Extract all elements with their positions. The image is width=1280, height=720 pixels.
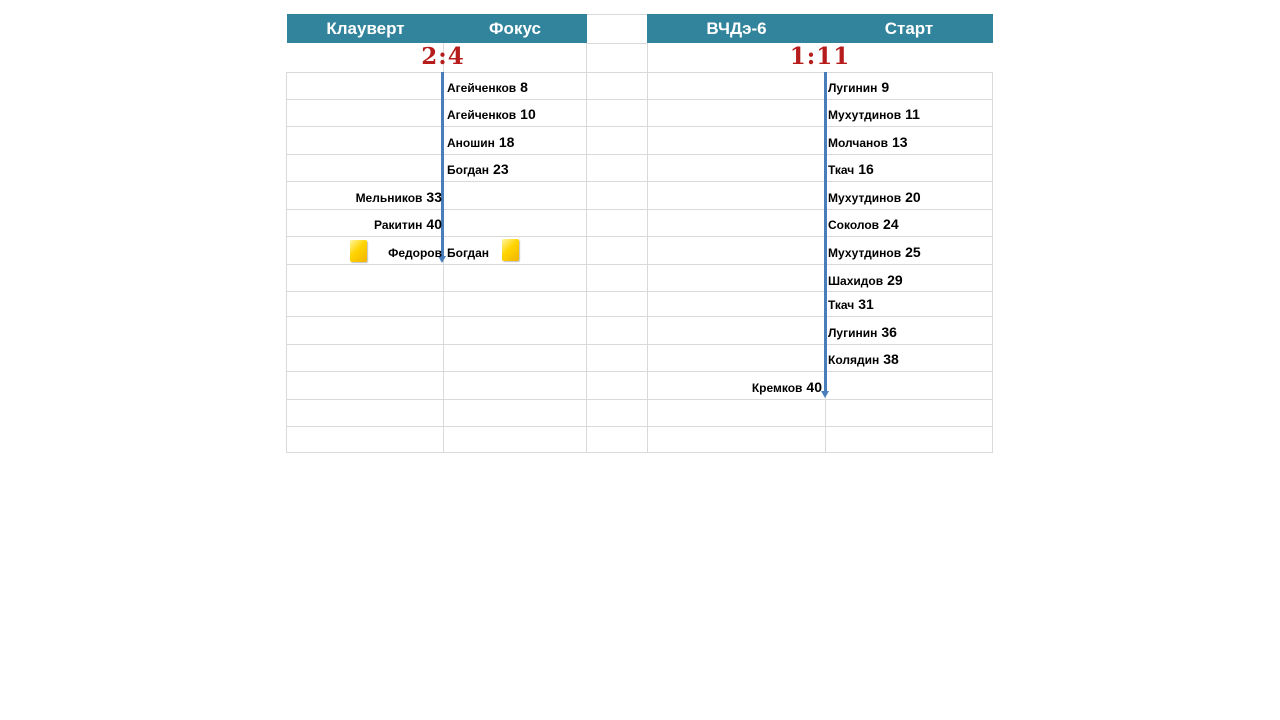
scorer-name: Соколов (828, 218, 880, 232)
scorer-name: Мухутдинов (828, 191, 902, 205)
goal-minute: 31 (858, 296, 874, 312)
goal-minute: 18 (498, 134, 515, 150)
scorer-name: Агейченков (447, 108, 517, 122)
player-name: Федоров (388, 246, 442, 260)
match1-away-event (447, 131, 514, 153)
grid-hline (286, 344, 993, 345)
scorer-name: Агейченков (447, 81, 517, 95)
grid-hline (286, 154, 993, 155)
grid-vline (647, 14, 648, 453)
match1-home-event (388, 242, 442, 264)
scorer-name: Колядин (828, 353, 880, 367)
goal-minute: 10 (520, 106, 536, 122)
yellow-card-icon (502, 239, 519, 261)
grid-hline (286, 181, 993, 182)
match1-home-event (356, 186, 442, 208)
match1-home-team: Клауверт (326, 19, 405, 38)
grid-hline (586, 14, 647, 15)
goal-minute: 33 (426, 189, 442, 205)
scorer-name: Лугинин (828, 326, 878, 340)
match2-away-event (828, 213, 899, 235)
match1-header-away (443, 14, 587, 43)
grid-hline (286, 399, 993, 400)
match1-away-event (447, 158, 509, 180)
player-name: Богдан (447, 246, 490, 260)
goal-minute: 8 (520, 79, 528, 95)
yellow-card-icon (350, 240, 367, 262)
grid-hline (286, 371, 993, 372)
match2-away-event (828, 293, 874, 315)
goal-minute: 24 (883, 216, 899, 232)
goal-minute: 38 (883, 351, 899, 367)
match2-home-team: ВЧДэ-6 (706, 19, 767, 38)
grid-hline (286, 236, 993, 237)
goal-minute: 40 (426, 216, 442, 232)
match2-home-event (752, 376, 822, 398)
goal-minute: 9 (881, 79, 890, 95)
goal-minute: 40 (806, 379, 822, 395)
match2-timeline-arrow-icon (821, 391, 829, 398)
grid-hline (286, 72, 993, 73)
scorer-name: Шахидов (828, 274, 884, 288)
scorer-name: Богдан (447, 163, 490, 177)
match2-away-event (828, 131, 908, 153)
match1-home-event (374, 213, 442, 235)
scorer-name: Аношин (447, 136, 495, 150)
scorer-name: Лугинин (828, 81, 878, 95)
match2-score: 1:11 (789, 43, 851, 70)
grid-vline (286, 72, 287, 453)
grid-hline (286, 209, 993, 210)
scorer-name: Молчанов (828, 136, 888, 150)
grid-hline (286, 452, 993, 453)
match2-header-home (647, 14, 826, 43)
goal-minute: 25 (905, 244, 921, 260)
goal-minute: 16 (858, 161, 874, 177)
goal-minute: 20 (905, 189, 921, 205)
grid-hline (586, 43, 647, 44)
scorer-name: Мухутдинов (828, 108, 902, 122)
match2-away-event (828, 348, 899, 370)
grid-hline (286, 126, 993, 127)
grid-hline (286, 291, 993, 292)
goal-minute: 29 (887, 272, 903, 288)
scorer-name: Ткач (828, 298, 855, 312)
match1-away-team: Фокус (489, 19, 541, 38)
grid-hline (286, 316, 993, 317)
match1-away-event (447, 76, 528, 98)
match1-away-event (447, 103, 536, 125)
match1-score: 2:4 (421, 43, 465, 70)
scorer-name: Ракитин (374, 218, 423, 232)
scorer-name: Мухутдинов (828, 246, 902, 260)
match2-away-event (828, 321, 897, 343)
goal-minute: 13 (891, 134, 908, 150)
match2-away-event (828, 186, 921, 208)
match2-away-team: Старт (884, 19, 934, 38)
match2-header-away (825, 14, 993, 43)
match1-header-home (287, 14, 444, 43)
grid-hline (286, 264, 993, 265)
grid-hline (286, 99, 993, 100)
scorer-name: Кремков (751, 381, 803, 395)
match2-away-event (828, 103, 920, 125)
grid-hline (286, 426, 993, 427)
goal-minute: 36 (881, 324, 897, 340)
grid-vline (992, 72, 993, 453)
grid-vline (586, 14, 587, 453)
goal-minute: 23 (493, 161, 509, 177)
match2-timeline (824, 72, 827, 392)
goal-minute: 11 (905, 106, 920, 122)
match2-away-event (828, 158, 874, 180)
match2-away-event (828, 241, 921, 263)
scorer-name: Мельников (355, 191, 423, 205)
match1-away-event (447, 242, 489, 264)
scorer-name: Ткач (828, 163, 855, 177)
match2-away-event (828, 269, 903, 291)
match2-away-event (828, 76, 889, 98)
